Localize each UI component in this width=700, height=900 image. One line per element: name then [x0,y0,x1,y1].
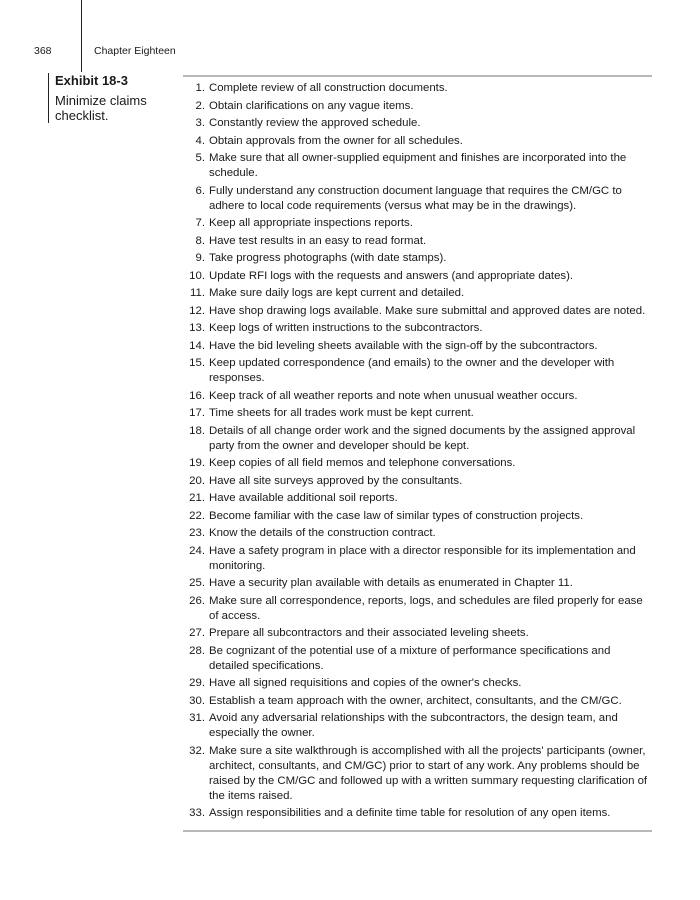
item-number: 21. [189,492,205,504]
item-number: 1. [195,82,205,94]
chapter-title: Chapter Eighteen [94,45,176,57]
item-number: 31. [189,712,205,724]
item-number: 13. [189,322,205,334]
item-number: 9. [195,252,205,264]
item-text: Have all signed requisitions and copies of the owner's checks. [209,677,522,689]
item-number: 32. [189,744,205,757]
checklist-item [183,286,648,301]
item-text: Take progress photographs (with date stamps). [209,252,447,264]
checklist-item [183,711,648,741]
item-text: Have a safety program in place with a director responsible for its implementation and monitoring. [209,544,636,572]
item-number: 8. [195,234,205,247]
exhibit-caption: Minimize claims checklist. [55,93,147,123]
item-number: 4. [195,134,205,147]
item-text: Become familiar with the case law of similar types of construction projects. [209,509,584,522]
checklist-item [183,184,648,214]
item-text: Have the bid leveling sheets available with the sign-off by the subcontractors. [209,339,598,352]
checklist-item [183,269,648,284]
checklist-item [183,526,648,541]
checklist-item [183,81,648,96]
item-text: Keep logs of written instructions to the subcontractors. [209,322,483,334]
item-text: Make sure all correspondence, reports, logs, and schedules are filed properly for ease of access. [209,594,643,622]
checklist-item [183,806,648,821]
item-number: 17. [189,407,205,419]
item-text: Keep track of all weather reports and note when unusual weather occurs. [209,389,578,402]
item-text: Keep updated correspondence (and emails) to the owner and the developer with responses. [209,357,615,384]
checklist-item [183,544,648,574]
checklist-item [183,216,648,231]
item-number: 7. [195,217,205,229]
checklist-item [183,594,648,624]
item-number: 16. [189,389,205,402]
item-number: 2. [195,99,205,112]
item-number: 12. [189,304,205,317]
item-number: 18. [189,424,205,437]
top-rule [183,75,652,77]
item-text: Prepare all subcontractors and their associated leveling sheets. [209,627,529,639]
item-text: Make sure daily logs are kept current and detailed. [209,287,465,299]
checklist-item [183,389,648,404]
checklist-item [183,99,648,114]
item-number: 19. [189,457,205,469]
checklist-item [183,356,648,386]
item-text: Update RFI logs with the requests and answers (and appropriate dates). [209,269,574,282]
checklist-item [183,694,648,709]
checklist-item [183,406,648,421]
item-text: Obtain clarifications on any vague items. [209,99,414,112]
item-number: 28. [189,644,205,657]
checklist-item [183,321,648,336]
item-text: Keep all appropriate inspections reports. [209,217,413,229]
item-text: Details of all change order work and the signed documents by the assigned approval party from the owner and developer should be kept. [209,424,636,452]
checklist-item [183,134,648,149]
item-number: 5. [195,152,205,164]
item-text: Complete review of all construction documents. [209,82,448,94]
checklist-item [183,576,648,591]
item-number: 27. [189,627,205,639]
item-number: 10. [189,269,205,282]
checklist-item [183,509,648,524]
item-number: 33. [189,807,205,819]
item-number: 29. [189,677,205,689]
item-text: Assign responsibilities and a definite time table for resolution of any open items. [209,807,611,819]
item-number: 25. [189,577,205,589]
checklist-item [183,644,648,674]
item-number: 20. [189,474,205,487]
item-text: Have test results in an easy to read format. [209,234,427,247]
item-number: 24. [189,544,205,557]
item-text: Have shop drawing logs available. Make sure submittal and approved dates are noted. [209,304,646,317]
checklist-item [183,339,648,354]
item-text: Be cognizant of the potential use of a mixture of performance specifications and detailed specifications. [209,644,611,672]
checklist-item [183,456,648,471]
checklist [183,81,648,824]
checklist-item [183,474,648,489]
item-text: Make sure a site walkthrough is accomplished with all the projects' participants (owner, architect, consultants, and CM/GC) prior to start of any work. Any problems should be raised by the CM/GC and followed up with a written summary requesting clarification of the items raised. [209,744,648,802]
header-divider [81,0,82,72]
checklist-item [183,676,648,691]
checklist-item [183,116,648,131]
checklist-item [183,744,648,804]
bottom-rule [183,830,652,832]
item-number: 14. [189,339,205,352]
item-number: 3. [195,117,205,129]
page-number: 368 [34,45,52,57]
item-number: 11. [190,287,205,299]
item-text: Fully understand any construction document language that requires the CM/GC to adhere to local code requirements (versus what may be in the drawings). [209,184,622,212]
item-text: Make sure that all owner-supplied equipment and finishes are incorporated into the schedule. [209,152,627,179]
running-header [34,45,176,57]
checklist-item [183,151,648,181]
item-number: 6. [195,184,205,197]
item-text: Have a security plan available with details as enumerated in Chapter 11. [209,577,573,589]
checklist-item [183,424,648,454]
checklist-item [183,234,648,249]
item-text: Establish a team approach with the owner, architect, consultants, and the CM/GC. [209,694,622,707]
item-number: 23. [189,527,205,539]
item-text: Know the details of the construction contract. [209,527,436,539]
checklist-item [183,304,648,319]
exhibit-title: Exhibit 18-3 [55,73,128,88]
item-text: Keep copies of all field memos and telephone conversations. [209,457,516,469]
item-number: 26. [189,594,205,607]
checklist-item [183,251,648,266]
checklist-item [183,491,648,506]
item-number: 30. [189,694,205,707]
item-text: Have available additional soil reports. [209,492,398,504]
item-number: 22. [189,509,205,522]
item-text: Avoid any adversarial relationships with the subcontractors, the design team, and especially the owner. [209,712,618,739]
item-text: Have all site surveys approved by the consultants. [209,474,463,487]
item-text: Constantly review the approved schedule. [209,117,421,129]
item-text: Obtain approvals from the owner for all schedules. [209,134,463,147]
checklist-item [183,626,648,641]
exhibit-label [48,73,185,123]
item-number: 15. [189,357,205,369]
item-text: Time sheets for all trades work must be kept current. [209,407,474,419]
